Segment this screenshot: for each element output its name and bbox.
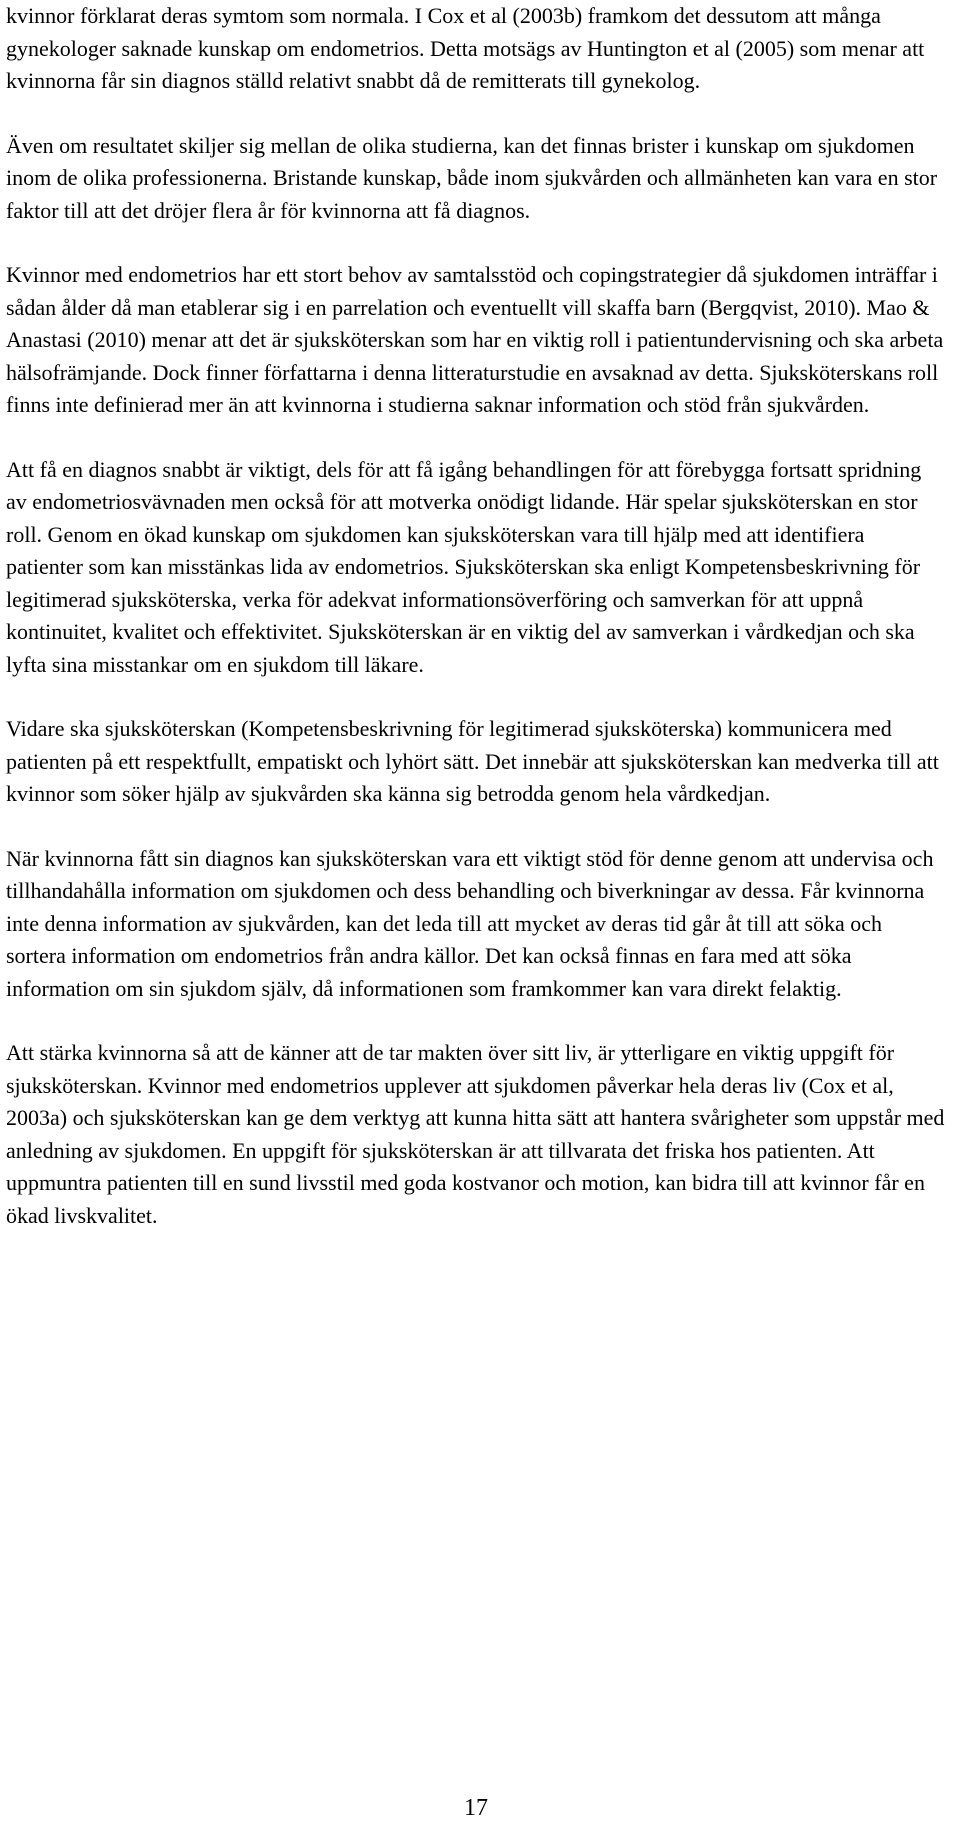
document-page: [6, 0, 946, 1838]
paragraph-5: Vidare ska sjuksköterskan (Kompetensbeskrivning för legitimerad sjuksköterska) kommunicera med patienten på ett respektfullt, empatiskt och lyhört sätt. Det innebär att sjuksköterskan kan medverka till att kvinnor som söker hjälp av sjukvården ska känna sig betrodda genom hela vårdkedjan.: [6, 716, 939, 806]
paragraph-1: kvinnor förklarat deras symtom som normala. I Cox et al (2003b) framkom det dessutom att många gynekologer saknade kunskap om endometrios. Detta motsägs av Huntington et al (2005) som menar att kvinnorna får sin diagnos ställd relativt snabbt då de remitterats till gynekolog.: [6, 3, 925, 93]
paragraph-2: Även om resultatet skiljer sig mellan de olika studierna, kan det finnas brister i kunskap om sjukdomen inom de olika professionerna. Bristande kunskap, både inom sjukvården och allmänheten kan vara en stor faktor till att det dröjer flera år för kvinnorna att få diagnos.: [6, 132, 938, 223]
page-number: 17: [464, 1795, 488, 1821]
paragraph-3: Kvinnor med endometrios har ett stort behov av samtalsstöd och copingstrategier då sjukdomen inträffar i sådan ålder då man etablerar sig i en parrelation och eventuellt vill skaffa barn (Bergqvist, 2010). Mao & Anastasi (2010) menar att det är sjuksköterskan som har en viktig roll i patientundervisning och ska arbeta hälsofrämjande. Dock finner författarna i denna litteraturstudie en avsaknad av detta. Sjuksköterskans roll finns inte definierad mer än att kvinnorna i studierna saknar information och stöd från sjukvården.: [6, 262, 944, 417]
paragraph-6: När kvinnorna fått sin diagnos kan sjuksköterskan vara ett viktigt stöd för denne genom att undervisa och tillhandahålla information om sjukdomen och dess behandling och biverkningar av dessa. Får kvinnorna inte denna information av sjukvården, kan det leda till att mycket av deras tid går åt till att söka och sortera information om endometrios från andra källor. Det kan också finnas en fara med att söka information om sin sjukdom själv, då informationen som framkommer kan vara direkt felaktig.: [6, 845, 934, 1001]
paragraph-4: Att få en diagnos snabbt är viktigt, dels för att få igång behandlingen för att förebygga fortsatt spridning av endometriosvävnaden men också för att motverka onödigt lidande. Här spelar sjuksköterskan en stor roll. Genom en ökad kunskap om sjukdomen kan sjuksköterskan vara till hjälp med att identifiera patienter som kan misstänkas lida av endometrios. Sjuksköterskan ska enligt Kompetensbeskrivning för legitimerad sjuksköterska, verka för adekvat informationsöverföring och samverkan för att uppnå kontinuitet, kvalitet och effektivitet. Sjuksköterskan är en viktig del av samverkan i vårdkedjan och ska lyfta sina misstankar om en sjukdom till läkare.: [6, 456, 922, 677]
paragraph-7: Att stärka kvinnorna så att de känner att de tar makten över sitt liv, är ytterligare en viktig uppgift för sjuksköterskan. Kvinnor med endometrios upplever att sjukdomen påverkar hela deras liv (Cox et al, 2003a) och sjuksköterskan kan ge dem verktyg att kunna hitta sätt att hantera svårigheter som uppstår med anledning av sjukdomen. En uppgift för sjuksköterskan är att tillvarata det friska hos patienten. Att uppmuntra patienten till en sund livsstil med goda kostvanor och motion, kan bidra till att kvinnor får en ökad livskvalitet.: [6, 1040, 945, 1228]
